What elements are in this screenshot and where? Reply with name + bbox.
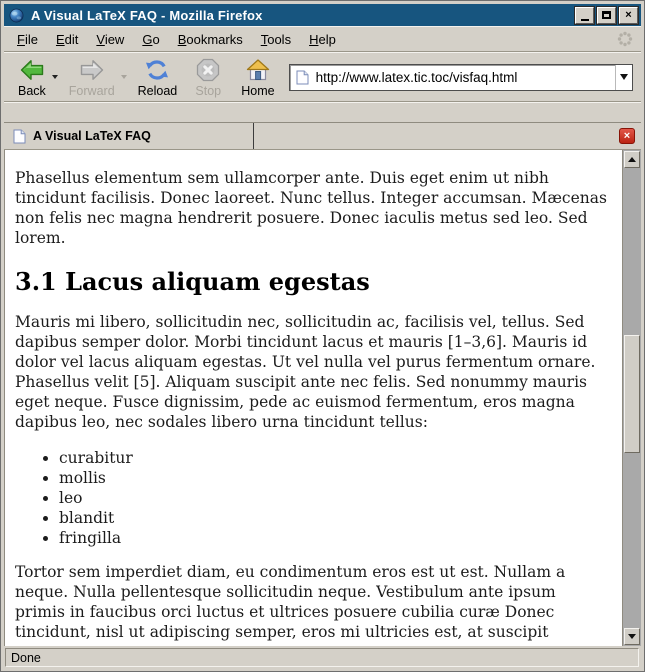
page-content xyxy=(5,150,622,646)
window-title: A Visual LaTeX FAQ - Mozilla Firefox xyxy=(31,7,263,23)
tab-bar xyxy=(4,123,641,150)
tab-visual-latex-faq[interactable] xyxy=(4,123,254,149)
page-icon xyxy=(296,70,309,85)
throbber-icon xyxy=(617,31,633,47)
tab-title: A Visual LaTeX FAQ xyxy=(33,129,151,143)
back-button[interactable] xyxy=(14,55,50,100)
paragraph: Tortor sem imperdiet diam, eu condimentum eros est ut est. Nullam a neque. Nulla pellentesque sollicitudin neque. Vestibulum ante ipsum primis in faucibus orci luctus et ultrices posuere cubilia curæ Donec tincidunt, nisl ut adipiscing semper, eros mi ultricies est, at suscipit xyxy=(15,563,566,641)
scroll-up-button[interactable] xyxy=(624,151,640,168)
stop-label: Stop xyxy=(195,83,222,98)
reload-button[interactable] xyxy=(134,55,182,100)
scroll-down-icon xyxy=(628,634,636,639)
url-input[interactable] xyxy=(316,70,615,85)
back-arrow-icon xyxy=(19,57,45,83)
firefox-globe-icon xyxy=(9,8,24,23)
scrollbar-thumb[interactable] xyxy=(624,335,640,453)
list-item: • curabitur xyxy=(59,448,610,468)
reload-icon xyxy=(144,57,170,83)
vertical-scrollbar[interactable] xyxy=(622,150,641,646)
menu-item-help[interactable]: Help xyxy=(309,31,336,47)
menu-item-tools[interactable]: Tools xyxy=(260,31,292,47)
titlebar xyxy=(4,4,641,26)
forward-label: Forward xyxy=(68,83,115,98)
menu-item-bookmarks[interactable]: Bookmarks xyxy=(177,31,243,47)
close-button[interactable] xyxy=(619,7,638,24)
paragraph: Phasellus elementum sem ullamcorper ante. Duis eget enim ut nibh tincidunt facilisis. Donec laoreet. Nunc tellus. Integer accumsan. Mæcenas non felis nec magna hendrerit posuere. Donec iaculis metus sed leo. Sed lorem. xyxy=(15,169,607,247)
list-item: • fringilla xyxy=(59,528,610,548)
minimize-button[interactable] xyxy=(575,7,594,24)
menu-item-view[interactable]: View xyxy=(96,31,125,47)
home-icon xyxy=(245,57,271,83)
status-bar xyxy=(4,646,641,668)
forward-arrow-icon xyxy=(79,57,105,83)
bookmarks-toolbar xyxy=(4,102,641,123)
paragraph: Mauris mi libero, sollicitudin nec, sollicitudin ac, facilisis vel, tellus. Sed dapibus semper dolor. Morbi tincidunt lacus et mauris [1–3,6]. Mauris id dolor vel lacus aliquam egestas. Ut vel nulla vel purus fermentum ornare. Phasellus velit [5]. Aliquam suscipit ante nec felis. Sed nonummy mauris eget neque. Fusce dignissim, pede ac euismod fermentum, eros magna dapibus leo, nec sodales libero urna tincidunt tellus: xyxy=(15,313,596,431)
back-dropdown-icon[interactable] xyxy=(52,75,58,79)
stop-button[interactable] xyxy=(191,55,225,100)
maximize-icon xyxy=(602,11,611,19)
bullet-list xyxy=(15,448,610,548)
menubar xyxy=(4,26,641,52)
scroll-up-icon xyxy=(628,157,636,162)
section-heading: 3.1 Lacus aliquam egestas xyxy=(15,267,370,296)
tab-close-icon: × xyxy=(623,129,631,142)
menu-item-file[interactable]: File xyxy=(17,31,38,47)
tab-close-button[interactable] xyxy=(619,128,635,144)
menu-item-go[interactable]: Go xyxy=(142,31,160,47)
chevron-down-icon xyxy=(620,74,628,80)
list-item: • blandit xyxy=(59,508,610,528)
close-icon: × xyxy=(625,8,632,21)
stop-icon xyxy=(195,57,221,83)
home-label: Home xyxy=(241,83,275,98)
browser-viewport xyxy=(4,150,641,646)
list-item: • mollis xyxy=(59,468,610,488)
home-button[interactable] xyxy=(237,55,278,100)
forward-dropdown-icon[interactable] xyxy=(121,75,127,79)
maximize-button[interactable] xyxy=(597,7,616,24)
forward-button[interactable] xyxy=(65,55,119,100)
scroll-down-button[interactable] xyxy=(624,628,640,645)
list-item: • leo xyxy=(59,488,610,508)
minimize-icon xyxy=(581,19,589,21)
tab-page-icon xyxy=(13,129,26,144)
url-bar xyxy=(289,64,633,91)
status-field xyxy=(5,648,639,667)
status-text: Done xyxy=(11,650,41,665)
menu-item-edit[interactable]: Edit xyxy=(55,31,79,47)
navigation-toolbar xyxy=(4,52,641,102)
url-dropdown-button[interactable] xyxy=(615,65,632,90)
back-label: Back xyxy=(18,83,46,98)
reload-label: Reload xyxy=(137,83,178,98)
